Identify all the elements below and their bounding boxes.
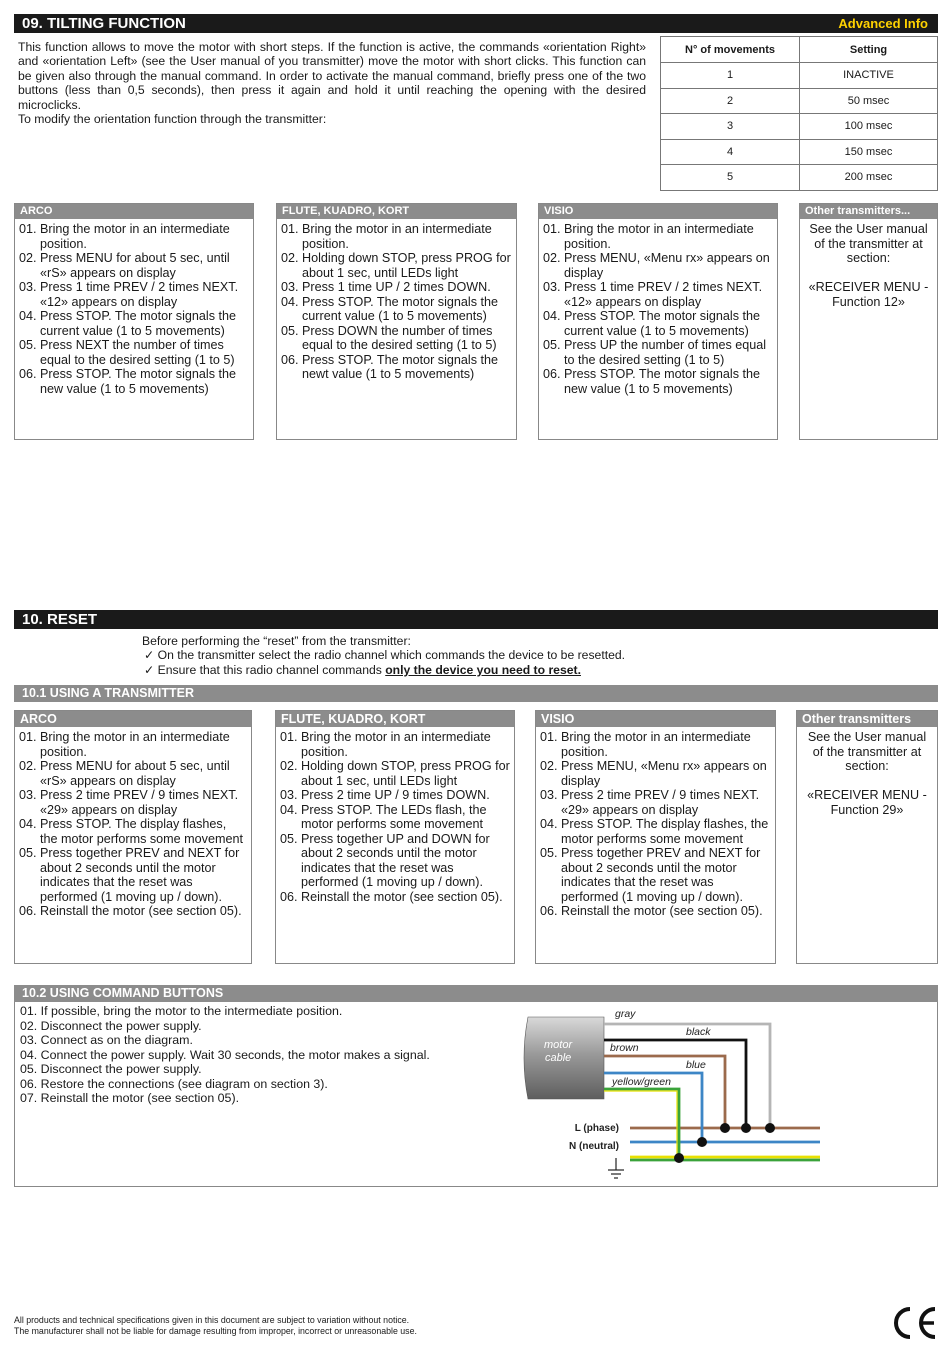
brown-label: brown <box>610 1042 639 1054</box>
other-transmitters-text <box>800 219 937 309</box>
junction-dot <box>697 1137 707 1147</box>
table-cell: 4 <box>661 139 800 165</box>
table-cell: INACTIVE <box>800 63 938 89</box>
list-item: 02. Press MENU, «Menu rx» appears on display <box>540 759 767 788</box>
junction-dot <box>741 1123 751 1133</box>
list-item: 03. Press 2 time PREV / 9 times NEXT. «29» appears on display <box>19 788 239 817</box>
list-item: 03. Connect as on the diagram. <box>20 1033 193 1047</box>
subsection-10-2-header: 10.2 USING COMMAND BUTTONS <box>14 985 938 1002</box>
phase-label: L (phase) <box>574 1123 619 1134</box>
table-header-row <box>661 37 938 63</box>
list-item: 02. Disconnect the power supply. <box>20 1018 202 1033</box>
list-item: 04. Press STOP. The display flashes, the motor performs some movement <box>19 817 243 846</box>
box-title: ARCO <box>15 711 251 727</box>
tilting-visio-box <box>538 203 778 440</box>
gray-label: gray <box>615 1008 636 1020</box>
junction-dot <box>765 1123 775 1133</box>
list-item: 04. Press STOP. The LEDs flash, the motor performs some movement <box>280 802 487 831</box>
list-item: 05. Press together PREV and NEXT for about 2 seconds until the motor indicates that the reset was performed (1 moving up / down). <box>19 846 240 904</box>
box-title: ARCO <box>15 204 253 219</box>
steps-list <box>276 727 514 904</box>
list-item: 04. Press STOP. The motor signals the current value (1 to 5 movements) <box>281 294 499 323</box>
steps-list <box>536 727 775 919</box>
list-item: 04. Press STOP. The motor signals the current value (1 to 5 movements) <box>19 309 237 338</box>
list-item: 05. Press UP the number of times equal to the desired setting (1 to 5) <box>543 338 767 367</box>
list-item: 04. Connect the power supply. Wait 30 seconds, the motor makes a signal. <box>20 1047 430 1062</box>
reset-intro-text: Before performing the “reset” from the transmitter: <box>142 634 411 648</box>
table-cell: 100 msec <box>800 114 938 140</box>
receiver-menu-reference: «RECEIVER MENU - Function 12» <box>808 280 929 309</box>
list-item: 02. Holding down STOP, press PROG for about 1 sec, until LEDs light <box>281 251 511 280</box>
table-row <box>661 63 938 89</box>
other-transmitters-note: See the User manual of the transmitter at section: <box>809 222 928 265</box>
list-item: 05. Press together PREV and NEXT for about 2 seconds until the motor indicates that the reset was performed (1 moving up / down). <box>540 846 761 904</box>
list-item: 03. Press 2 time UP / 9 times DOWN. <box>280 788 490 802</box>
list-item: 06. Press STOP. The motor signals the newt value (1 to 5 movements) <box>281 352 499 381</box>
reset-intro <box>142 634 625 677</box>
command-steps-list <box>20 1004 430 1106</box>
reset-visio-box <box>535 710 776 964</box>
table-header-setting: Setting <box>800 37 938 63</box>
reset-emphasis: only the device you need to reset. <box>385 662 581 677</box>
steps-list <box>15 219 253 396</box>
box-title: FLUTE, KUADRO, KORT <box>277 204 516 219</box>
reset-check-text: Ensure that this radio channel commands <box>157 662 386 677</box>
list-item: 01. Bring the motor in an intermediate position. <box>280 730 491 759</box>
box-title: Other transmitters... <box>800 204 937 219</box>
section-09-title: 09. TILTING FUNCTION <box>22 15 186 32</box>
table-cell: 5 <box>661 165 800 191</box>
motor-cable-label: motor cable <box>544 1039 573 1064</box>
list-item: 06. Reinstall the motor (see section 05). <box>540 904 763 918</box>
section-09-header <box>14 14 938 33</box>
check-icon: ✓ <box>144 662 158 677</box>
list-item: 03. Press 2 time PREV / 9 times NEXT. «29» appears on display <box>540 788 760 817</box>
table-cell: 200 msec <box>800 165 938 191</box>
list-item: 03. Press 1 time UP / 2 times DOWN. <box>281 280 491 294</box>
wiring-diagram <box>520 1000 830 1185</box>
tilting-intro <box>18 40 646 126</box>
list-item: 06. Restore the connections (see diagram on section 3). <box>20 1076 328 1091</box>
list-item: 07. Reinstall the motor (see section 05). <box>20 1091 240 1105</box>
list-item: 02. Press MENU for about 5 sec, until «rS» appears on display <box>19 251 230 280</box>
list-item: 03. Press 1 time PREV / 2 times NEXT. «12» appears on display <box>19 280 239 309</box>
table-cell: 3 <box>661 114 800 140</box>
list-item: 02. Press MENU for about 5 sec, until «rS» appears on display <box>19 759 230 788</box>
steps-list <box>277 219 516 382</box>
list-item: 03. Press 1 time PREV / 2 times NEXT. «12» appears on display <box>543 280 763 309</box>
list-item: 05. Disconnect the power supply. <box>20 1062 202 1076</box>
list-item: 05. Press DOWN the number of times equal to the desired setting (1 to 5) <box>281 323 497 352</box>
list-item: 01. Bring the motor in an intermediate position. <box>543 222 754 251</box>
footer-line: All products and technical specifications given in this document are subject to variation without notice. <box>14 1315 410 1325</box>
tilting-intro-paragraph: This function allows to move the motor with short steps. If the function is active, the commands «orientation Right» and «orientation Left» (see the User manual of you transmitter) move the motor with short clicks. This function can be given also through the manual command. In order to activate the manual command, briefly press one of the two buttons (less than 0,5 seconds), then press it again and hold it until reaching the opening with the desired microclicks. <box>18 40 646 112</box>
junction-dot <box>674 1153 684 1163</box>
receiver-menu-reference: «RECEIVER MENU - Function 29» <box>807 788 927 817</box>
list-item: 01. Bring the motor in an intermediate position. <box>19 730 230 759</box>
movements-table <box>660 36 938 191</box>
brown-wire <box>604 1056 725 1128</box>
list-item: 06. Reinstall the motor (see section 05). <box>19 904 242 918</box>
other-transmitters-note: See the User manual of the transmitter at section: <box>807 730 927 773</box>
table-row <box>661 114 938 140</box>
ce-mark-icon <box>891 1305 939 1341</box>
table-cell: 2 <box>661 88 800 114</box>
reset-other-box <box>796 710 938 964</box>
junction-dot <box>720 1123 730 1133</box>
table-header-movements: N° of movements <box>661 37 800 63</box>
reset-arco-box <box>14 710 252 964</box>
reset-check-item <box>142 648 625 662</box>
ground-icon <box>608 1158 624 1178</box>
tilting-arco-box <box>14 203 254 440</box>
tilting-other-box <box>799 203 938 440</box>
table-cell: 1 <box>661 63 800 89</box>
steps-list <box>539 219 777 396</box>
list-item: 01. Bring the motor in an intermediate position. <box>281 222 492 251</box>
list-item: 04. Press STOP. The display flashes, the motor performs some movement <box>540 817 769 846</box>
subsection-10-1-header: 10.1 USING A TRANSMITTER <box>14 685 938 702</box>
list-item: 01. Bring the motor in an intermediate position. <box>540 730 751 759</box>
list-item: 02. Holding down STOP, press PROG for about 1 sec, until LEDs light <box>280 759 510 788</box>
reset-check-item <box>142 663 625 677</box>
section-10-header <box>14 610 938 629</box>
steps-list <box>15 727 251 919</box>
list-item: 02. Press MENU, «Menu rx» appears on display <box>543 251 770 280</box>
table-row <box>661 139 938 165</box>
box-title: VISIO <box>539 204 777 219</box>
table-cell: 50 msec <box>800 88 938 114</box>
box-title: Other transmitters <box>797 711 937 727</box>
list-item: 06. Reinstall the motor (see section 05). <box>280 889 503 904</box>
box-title: FLUTE, KUADRO, KORT <box>276 711 514 727</box>
footer-line: The manufacturer shall not be liable for damage resulting from improper, incorrect or unreasonable use. <box>14 1326 417 1336</box>
black-label: black <box>686 1026 711 1038</box>
check-icon: ✓ <box>144 648 158 663</box>
other-transmitters-text <box>797 727 937 817</box>
list-item: 06. Press STOP. The motor signals the new value (1 to 5 movements) <box>19 367 237 396</box>
list-item: 01. Bring the motor in an intermediate position. <box>19 222 230 251</box>
box-title: VISIO <box>536 711 775 727</box>
yellow-green-label: yellow/green <box>612 1076 671 1088</box>
reset-check-text: On the transmitter select the radio channel which commands the device to be resetted. <box>157 648 626 663</box>
list-item: 06. Press STOP. The motor signals the new value (1 to 5 movements) <box>543 367 761 396</box>
reset-flute-box <box>275 710 515 964</box>
table-cell: 150 msec <box>800 139 938 165</box>
tilting-flute-box <box>276 203 517 440</box>
blue-label: blue <box>686 1059 706 1071</box>
tilting-intro-instruction: To modify the orientation function through the transmitter: <box>18 112 327 127</box>
table-row <box>661 88 938 114</box>
advanced-info-badge: Advanced Info <box>838 16 928 31</box>
list-item: 04. Press STOP. The motor signals the current value (1 to 5 movements) <box>543 309 761 338</box>
list-item: 05. Press NEXT the number of times equal to the desired setting (1 to 5) <box>19 338 235 367</box>
footer-disclaimer <box>14 1315 417 1337</box>
list-item: 05. Press together UP and DOWN for about 2 seconds until the motor indicates that the reset was performed (1 moving up / down). <box>280 831 490 889</box>
section-10-title: 10. RESET <box>22 611 98 628</box>
list-item: 01. If possible, bring the motor to the intermediate position. <box>20 1004 343 1018</box>
neutral-label: N (neutral) <box>569 1141 619 1152</box>
table-row <box>661 165 938 191</box>
